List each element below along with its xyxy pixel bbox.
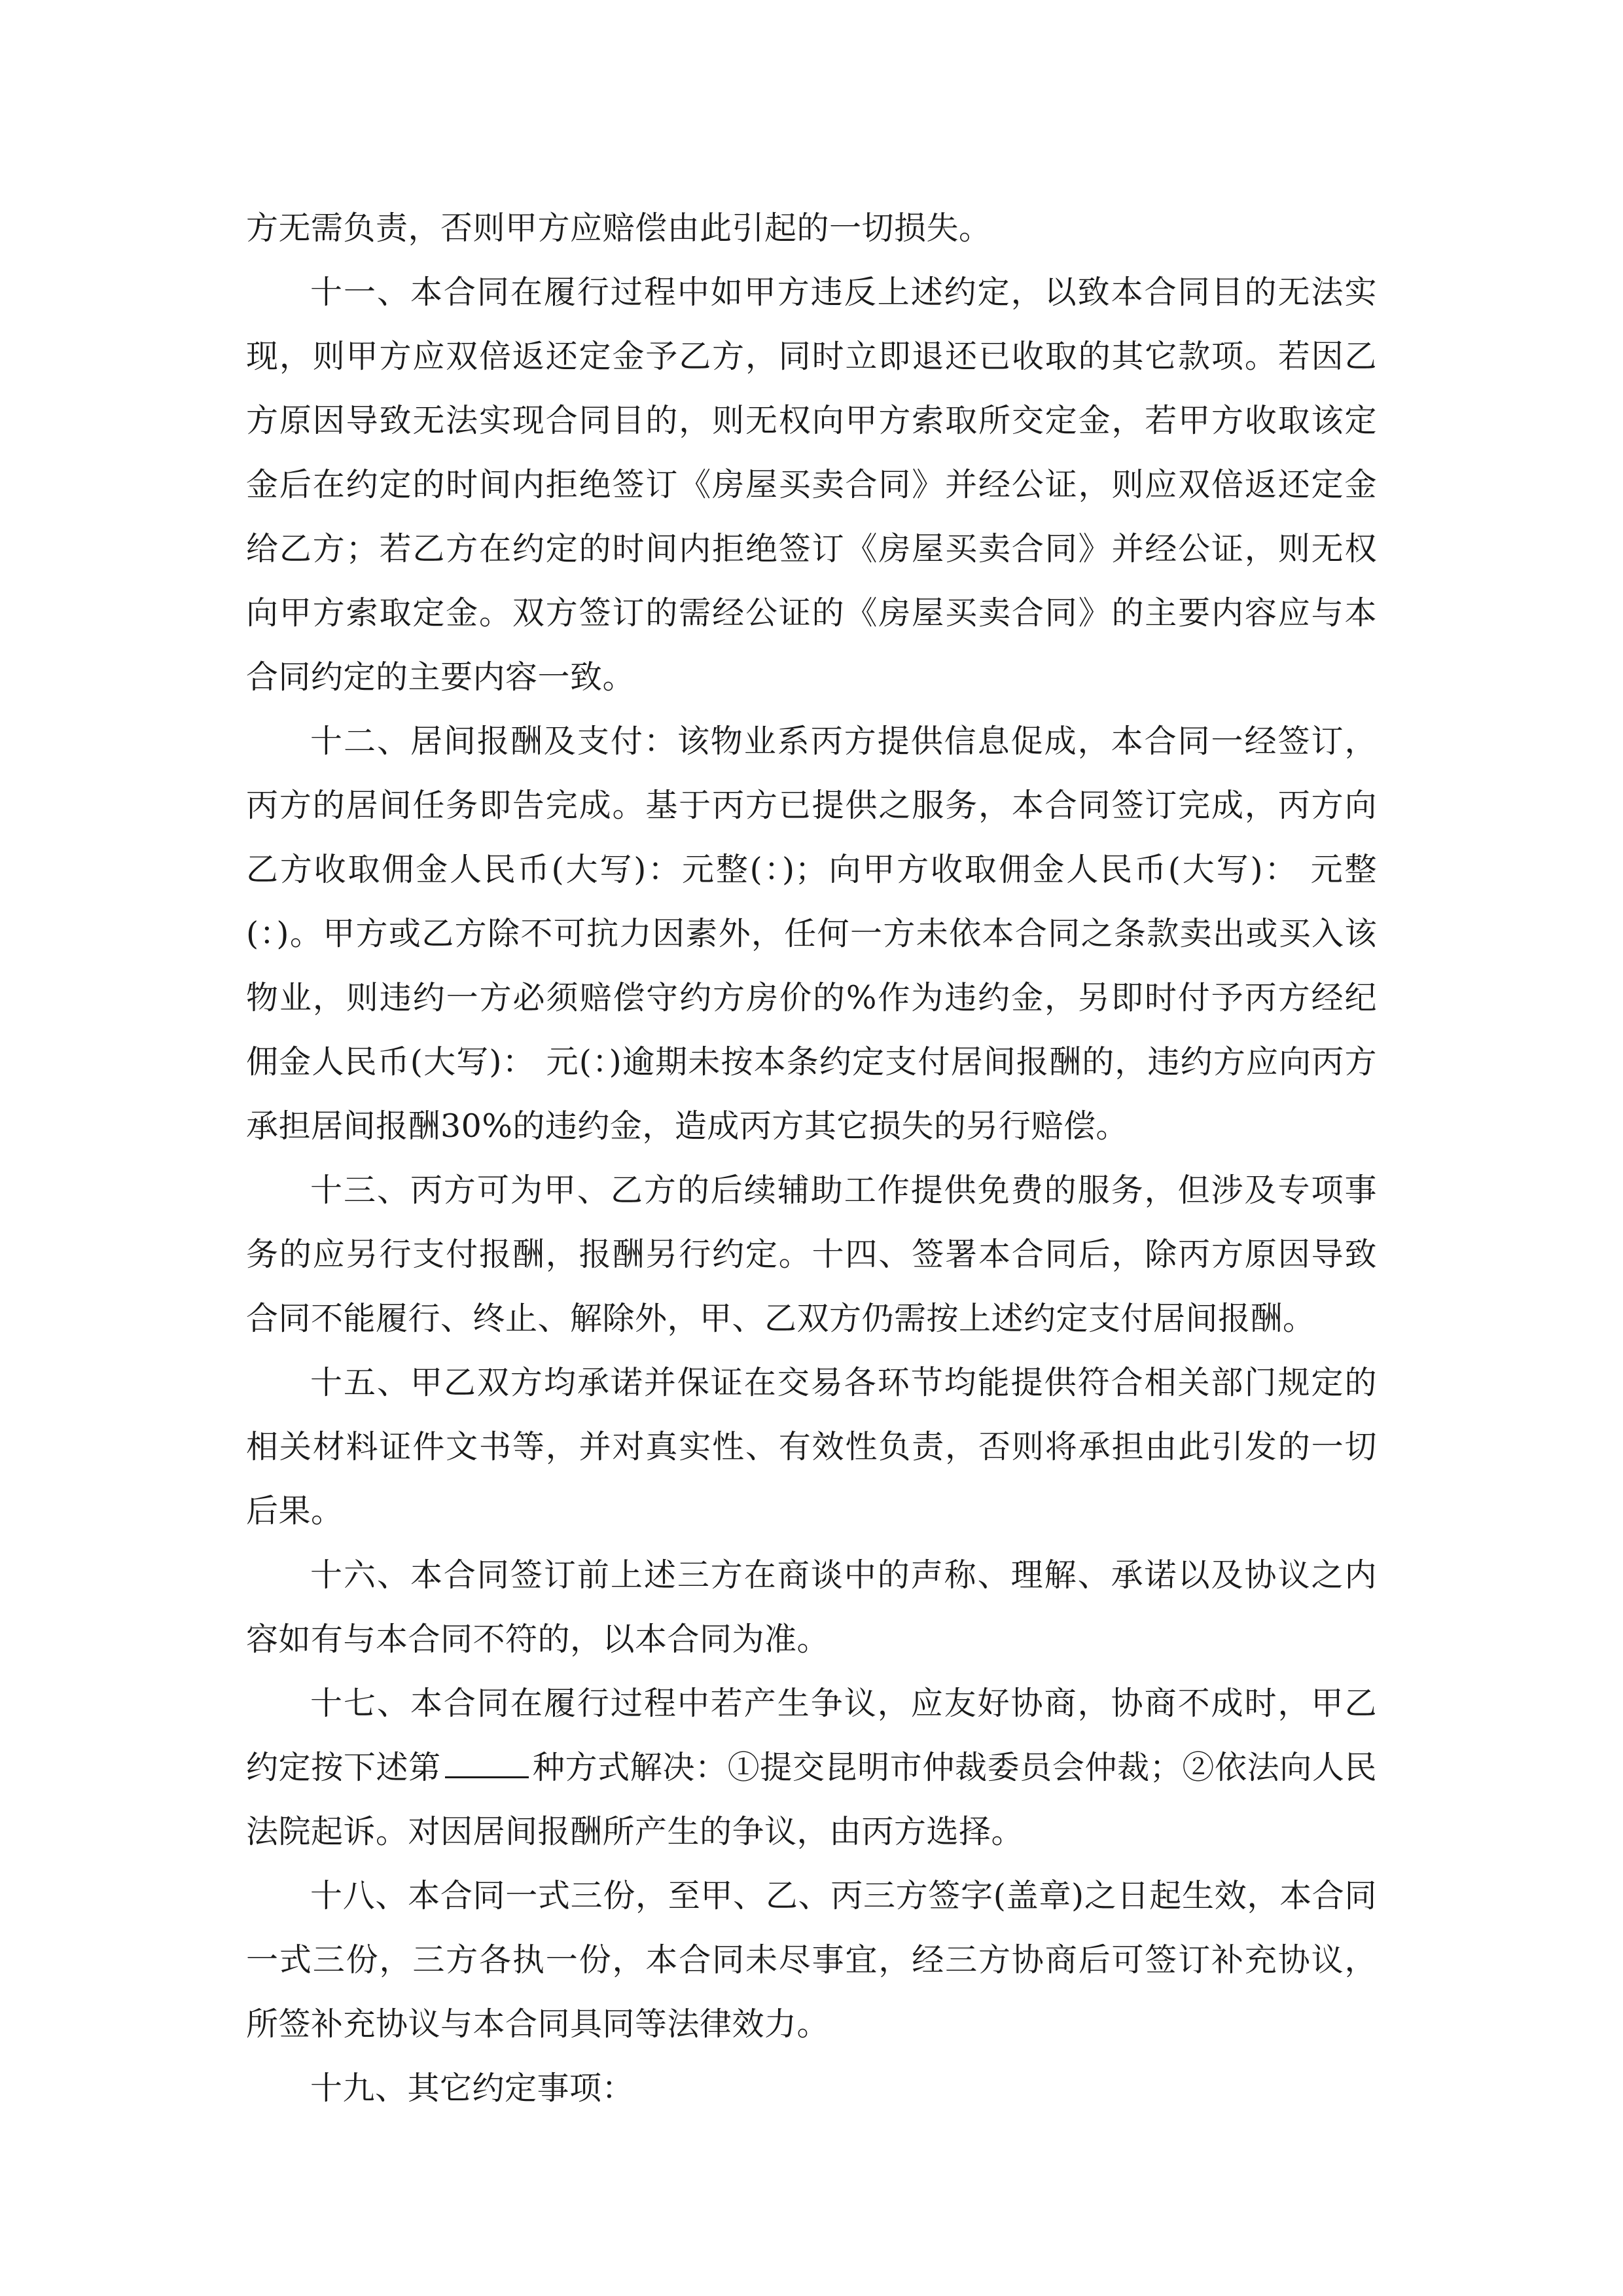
- clause-11: 十一、本合同在履行过程中如甲方违反上述约定，以致本合同目的无法实现，则甲方应双倍返还定金予乙方，同时立即退还已收取的其它款项。若因乙方原因导致无法实现合同目的，则无权向甲方索取所交定金，若甲方收取该定金后在约定的时间内拒绝签订《房屋买卖合同》并经公证，则应双倍返还定金给乙方；若乙方在约定的时间内拒绝签订《房屋买卖合同》并经公证，则无权向甲方索取定金。双方签订的需经公证的《房屋买卖合同》的主要内容应与本合同约定的主要内容一致。: [246, 274, 1377, 696]
- clause-15: 十五、甲乙双方均承诺并保证在交易各环节均能提供符合相关部门规定的相关材料证件文书等，并对真实性、有效性负责，否则将承担由此引发的一切后果。: [246, 1364, 1377, 1530]
- dispute-method-blank: [445, 1748, 529, 1778]
- paragraph-continuation: 方无需负责，否则甲方应赔偿由此引起的一切损失。: [246, 209, 991, 247]
- clause-19: 十九、其它约定事项：: [310, 2070, 635, 2107]
- clause-13-14: 十三、丙方可为甲、乙方的后续辅助工作提供免费的服务，但涉及专项事务的应另行支付报酬，报酬另行约定。十四、签署本合同后，除丙方原因导致合同不能履行、终止、解除外，甲、乙双方仍需按上述约定支付居间报酬。: [246, 1172, 1377, 1337]
- document-body: [246, 196, 1377, 2121]
- clause-17: [246, 1672, 1377, 1864]
- clause-17-part-1: 十七、本合同在履行过程中若产生争议，应友好协商，协商不成时，甲乙约定按下述第: [246, 1685, 1377, 1786]
- clause-12: 十二、居间报酬及支付：该物业系丙方提供信息促成，本合同一经签订，丙方的居间任务即告完成。基于丙方已提供之服务，本合同签订完成，丙方向乙方收取佣金人民币(大写)：元整(：)；向甲方收取佣金人民币(大写)： 元整(：)。甲方或乙方除不可抗力因素外，任何一方未依本合同之条款卖出或买入该物业，则违约一方必须赔偿守约方房价的%作为违约金，另即时付予丙方经纪佣金人民币(大写)： 元(：)逾期未按本条约定支付居间报酬的，违约方应向丙方承担居间报酬30%的违约金，造成丙方其它损失的另行赔偿。: [246, 723, 1377, 1145]
- clause-16: 十六、本合同签订前上述三方在商谈中的声称、理解、承诺以及协议之内容如有与本合同不符的，以本合同为准。: [246, 1556, 1377, 1658]
- clause-17-part-2: 种方式解决：①提交昆明市仲裁委员会仲裁；②依法向人民法院起诉。对因居间报酬所产生的争议，由丙方选择。: [246, 1749, 1377, 1850]
- clause-18: 十八、本合同一式三份，至甲、乙、丙三方签字(盖章)之日起生效，本合同一式三份，三方各执一份，本合同未尽事宜，经三方协商后可签订补充协议，所签补充协议与本合同具同等法律效力。: [246, 1877, 1377, 2043]
